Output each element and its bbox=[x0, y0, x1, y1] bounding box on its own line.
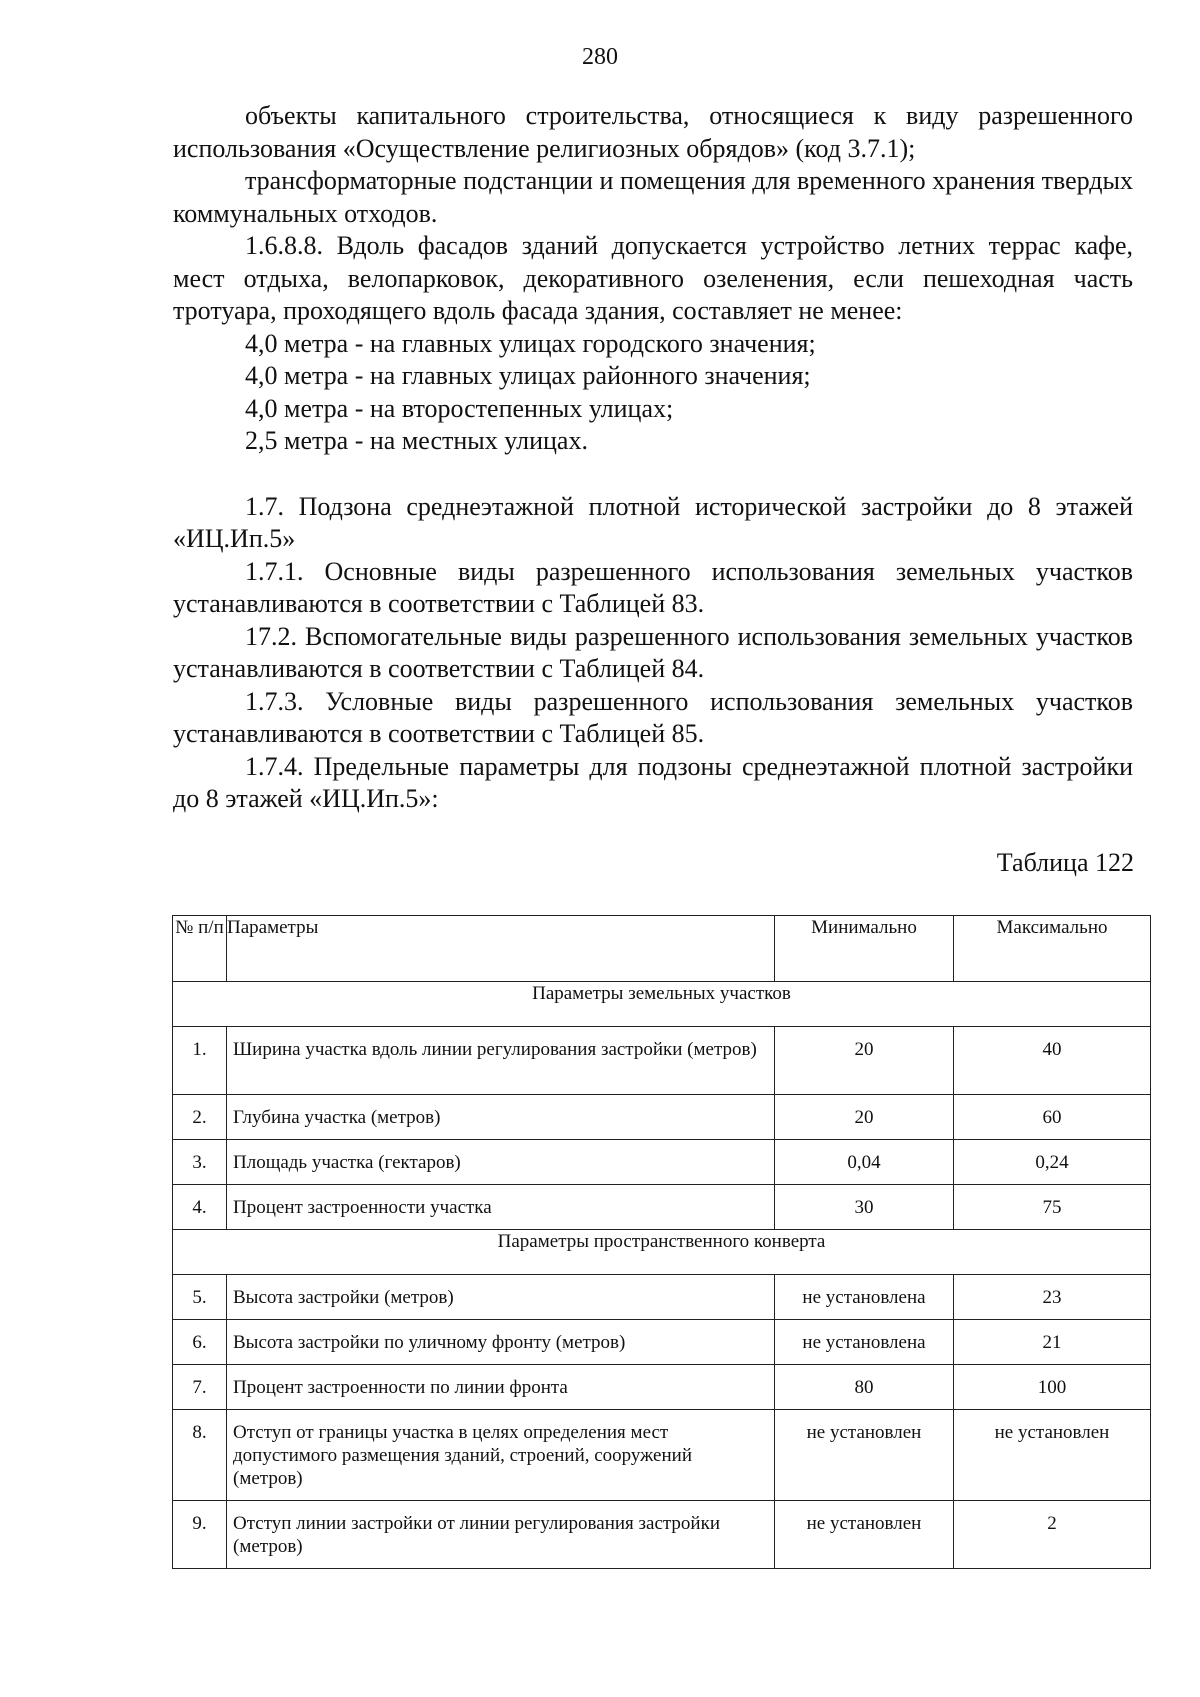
cell-num: 6. bbox=[173, 1320, 227, 1365]
section-title: Параметры земельных участков bbox=[173, 982, 1151, 1027]
table-row bbox=[173, 1410, 1151, 1501]
section-heading: 1.7. Подзона среднеэтажной плотной исторической застройки до 8 этажей «ИЦ.Ип.5» bbox=[173, 491, 1133, 553]
header-max: Максимально bbox=[954, 916, 1151, 982]
table-row bbox=[173, 1501, 1151, 1569]
cell-num: 8. bbox=[173, 1410, 227, 1501]
parameters-table bbox=[172, 915, 1151, 1569]
cell-num: 5. bbox=[173, 1275, 227, 1320]
table-caption: Таблица 122 bbox=[996, 848, 1134, 877]
cell-num: 1. bbox=[173, 1027, 227, 1095]
cell-min: не установлена bbox=[775, 1275, 954, 1320]
cell-param: Процент застроенности по линии фронта bbox=[227, 1365, 775, 1410]
cell-max: не установлен bbox=[954, 1410, 1151, 1501]
cell-num: 2. bbox=[173, 1095, 227, 1140]
cell-max: 40 bbox=[954, 1027, 1151, 1095]
cell-param: Ширина участка вдоль линии регулирования застройки (метров) bbox=[227, 1027, 775, 1095]
cell-max: 60 bbox=[954, 1095, 1151, 1140]
cell-max: 100 bbox=[954, 1365, 1151, 1410]
cell-min: 80 bbox=[775, 1365, 954, 1410]
list-item: 4,0 метра - на главных улицах городского значения; bbox=[245, 328, 816, 358]
paragraph: трансформаторные подстанции и помещения для временного хранения твердых коммунальных отходов. bbox=[173, 166, 1133, 228]
table-row bbox=[173, 1095, 1151, 1140]
cell-param: Отступ от границы участка в целях определения мест допустимого размещения зданий, строений, сооружений (метров) bbox=[227, 1410, 775, 1501]
cell-num: 9. bbox=[173, 1501, 227, 1569]
header-num: № п/п bbox=[173, 916, 227, 982]
cell-min: 20 bbox=[775, 1095, 954, 1140]
table-row bbox=[173, 1275, 1151, 1320]
list-item: 2,5 метра - на местных улицах. bbox=[245, 426, 588, 455]
table-row bbox=[173, 1140, 1151, 1185]
cell-min: 0,04 bbox=[775, 1140, 954, 1185]
cell-min: не установлен bbox=[775, 1501, 954, 1569]
header-min: Минимально bbox=[775, 916, 954, 982]
cell-min: 30 bbox=[775, 1185, 954, 1230]
paragraph: объекты капитального строительства, относящиеся к виду разрешенного использования «Осуществление религиозных обрядов» (код 3.7.1); bbox=[173, 101, 1133, 163]
cell-min: 20 bbox=[775, 1027, 954, 1095]
cell-num: 3. bbox=[173, 1140, 227, 1185]
cell-min: не установлен bbox=[775, 1410, 954, 1501]
table-header-row bbox=[173, 916, 1151, 982]
cell-max: 21 bbox=[954, 1320, 1151, 1365]
table-row bbox=[173, 1185, 1151, 1230]
paragraph: 1.7.1. Основные виды разрешенного использования земельных участков устанавливаются в соответствии с Таблицей 83. bbox=[173, 556, 1133, 618]
cell-param: Процент застроенности участка bbox=[227, 1185, 775, 1230]
section-row bbox=[173, 1230, 1151, 1275]
section-title: Параметры пространственного конверта bbox=[173, 1230, 1151, 1275]
cell-max: 75 bbox=[954, 1185, 1151, 1230]
section-row bbox=[173, 982, 1151, 1027]
table-row bbox=[173, 1365, 1151, 1410]
page-number: 280 bbox=[582, 44, 618, 70]
paragraph: 17.2. Вспомогательные виды разрешенного использования земельных участков устанавливаются в соответствии с Таблицей 84. bbox=[173, 621, 1133, 683]
cell-max: 2 bbox=[954, 1501, 1151, 1569]
paragraph: 1.6.8.8. Вдоль фасадов зданий допускается устройство летних террас кафе, мест отдыха, велопарковок, декоративного озеленения, если пешеходная часть тротуара, проходящего вдоль фасада здания, составляет не менее: bbox=[173, 231, 1133, 325]
cell-param: Отступ линии застройки от линии регулирования застройки (метров) bbox=[227, 1501, 775, 1569]
cell-max: 0,24 bbox=[954, 1140, 1151, 1185]
cell-param: Глубина участка (метров) bbox=[227, 1095, 775, 1140]
header-param: Параметры bbox=[227, 916, 775, 982]
cell-param: Площадь участка (гектаров) bbox=[227, 1140, 775, 1185]
table-row bbox=[173, 1320, 1151, 1365]
cell-max: 23 bbox=[954, 1275, 1151, 1320]
cell-num: 4. bbox=[173, 1185, 227, 1230]
cell-num: 7. bbox=[173, 1365, 227, 1410]
paragraph: 1.7.3. Условные виды разрешенного использования земельных участков устанавливаются в соответствии с Таблицей 85. bbox=[173, 686, 1133, 748]
cell-param: Высота застройки по уличному фронту (метров) bbox=[227, 1320, 775, 1365]
list-item: 4,0 метра - на второстепенных улицах; bbox=[245, 393, 674, 423]
paragraph: 1.7.4. Предельные параметры для подзоны среднеэтажной плотной застройки до 8 этажей «ИЦ.Ип.5»: bbox=[173, 751, 1133, 813]
cell-min: не установлена bbox=[775, 1320, 954, 1365]
list-item: 4,0 метра - на главных улицах районного значения; bbox=[245, 361, 811, 390]
cell-param: Высота застройки (метров) bbox=[227, 1275, 775, 1320]
table-row bbox=[173, 1027, 1151, 1095]
body-text bbox=[173, 100, 1133, 816]
